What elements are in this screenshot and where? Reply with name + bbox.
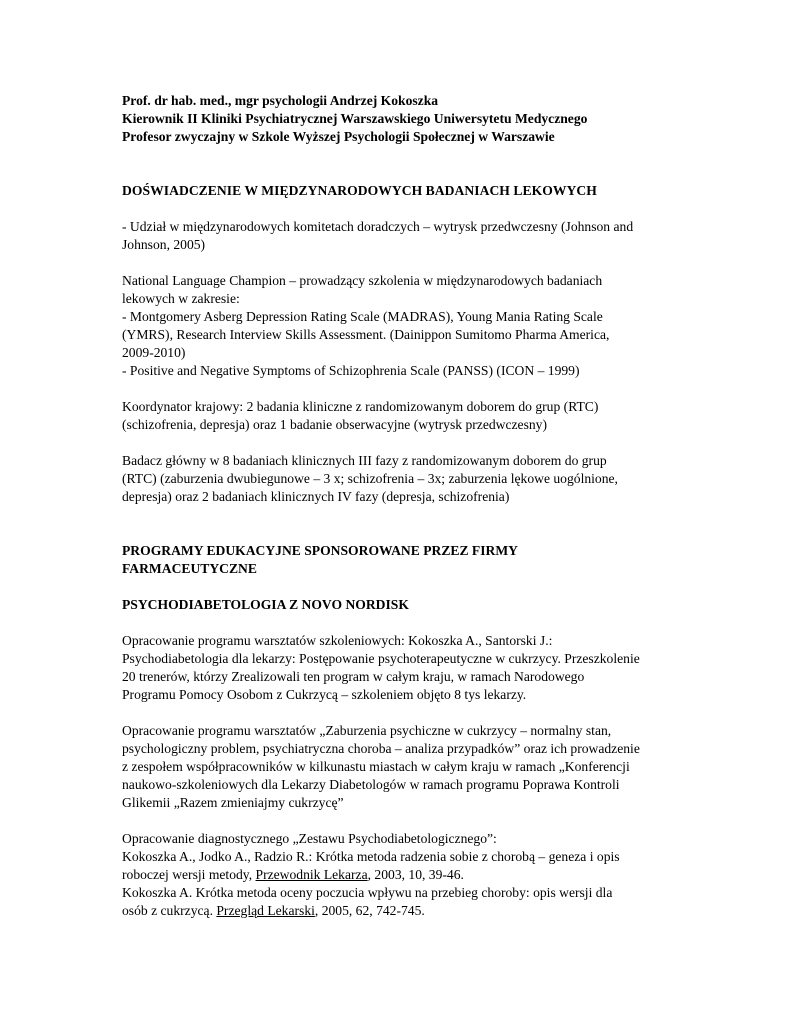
text-line: (schizofrenia, depresja) oraz 1 badanie obserwacyjne (wytrysk przedwczesny) xyxy=(122,417,547,432)
text-line: Opracowanie programu warsztatów szkoleniowych: Kokoszka A., Santorski J.: xyxy=(122,633,553,648)
reference-text: osób z cukrzycą. xyxy=(122,903,217,918)
text-line: lekowych w zakresie: xyxy=(122,291,240,306)
subsection-title-psychodiabetology: PSYCHODIABETOLOGIA Z NOVO NORDISK xyxy=(122,597,409,612)
author-position: Kierownik II Kliniki Psychiatrycznej Warszawskiego Uniwersytetu Medycznego xyxy=(122,111,588,126)
text-line: Kokoszka A. Krótka metoda oceny poczucia wpływu na przebieg choroby: opis wersji dla xyxy=(122,885,613,900)
reference-line xyxy=(122,902,682,920)
section-title-drug-trials: DOŚWIADCZENIE W MIĘDZYNARODOWYCH BADANIACH LEKOWYCH xyxy=(122,183,597,198)
text-line: Johnson, 2005) xyxy=(122,237,206,252)
text-line: z zespołem współpracowników w kilkunastu miastach w całym kraju w ramach „Konferencji xyxy=(122,759,630,774)
section-title-line: PROGRAMY EDUKACYJNE SPONSOROWANE PRZEZ FIRMY xyxy=(122,543,518,558)
text-line: - Udział w międzynarodowych komitetach doradczych – wytrysk przedwczesny (Johnson and xyxy=(122,219,634,234)
paragraph-principal-investigator xyxy=(122,452,682,506)
section-title-educational-programs xyxy=(122,542,682,578)
author-professorship: Profesor zwyczajny w Szkole Wyższej Psychologii Społecznej w Warszawie xyxy=(122,129,555,144)
text-line: Programu Pomocy Osobom z Cukrzycą – szkoleniem objęto 8 tys lekarzy. xyxy=(122,687,527,702)
reference-details: , 2005, 62, 742-745. xyxy=(314,903,425,918)
paragraph-diagnostic-set xyxy=(122,830,682,920)
text-line: 20 trenerów, którzy Zrealizowali ten program w całym kraju, w ramach Narodowego xyxy=(122,669,585,684)
text-line: Opracowanie programu warsztatów „Zaburzenia psychiczne w cukrzycy – normalny stan, xyxy=(122,723,612,738)
text-line: naukowo-szkoleniowych dla Lekarzy Diabetologów w ramach programu Poprawa Kontroli xyxy=(122,777,620,792)
text-line: (RTC) (zaburzenia dwubiegunowe – 3 x; schizofrenia – 3x; zaburzenia lękowe uogólnione, xyxy=(122,471,618,486)
section-title-line: FARMACEUTYCZNE xyxy=(122,561,257,576)
text-line: Glikemii „Razem zmieniajmy cukrzycę” xyxy=(122,795,344,810)
reference-line xyxy=(122,866,682,884)
paragraph-workshop-program xyxy=(122,632,682,704)
text-line: Opracowanie diagnostycznego „Zestawu Psychodiabetologicznego”: xyxy=(122,831,497,846)
text-line: Koordynator krajowy: 2 badania kliniczne z randomizowanym doborem do grup (RTC) xyxy=(122,399,599,414)
author-header xyxy=(122,92,682,146)
text-line: Badacz główny w 8 badaniach klinicznych III fazy z randomizowanym doborem do grup xyxy=(122,453,607,468)
text-line: 2009-2010) xyxy=(122,345,186,360)
text-line: - Positive and Negative Symptoms of Schizophrenia Scale (PANSS) (ICON – 1999) xyxy=(122,363,580,378)
document-page xyxy=(122,92,682,920)
paragraph-national-coordinator xyxy=(122,398,682,434)
text-line: Kokoszka A., Jodko A., Radzio R.: Krótka metoda radzenia sobie z chorobą – geneza i opis xyxy=(122,849,620,864)
paragraph-workshops-diabetes xyxy=(122,722,682,812)
journal-title: Przewodnik Lekarza xyxy=(255,867,368,882)
author-name: Prof. dr hab. med., mgr psychologii Andrzej Kokoszka xyxy=(122,93,439,108)
journal-title: Przegląd Lekarski xyxy=(216,903,315,918)
paragraph-advisory-committees xyxy=(122,218,682,254)
text-line: (YMRS), Research Interview Skills Assessment. (Dainippon Sumitomo Pharma America, xyxy=(122,327,610,342)
reference-details: , 2003, 10, 39-46. xyxy=(367,867,464,882)
text-line: - Montgomery Asberg Depression Rating Scale (MADRAS), Young Mania Rating Scale xyxy=(122,309,603,324)
text-line: National Language Champion – prowadzący szkolenia w międzynarodowych badaniach xyxy=(122,273,603,288)
text-line: Psychodiabetologia dla lekarzy: Postępowanie psychoterapeutyczne w cukrzycy. Przeszkolenie xyxy=(122,651,640,666)
paragraph-language-champion xyxy=(122,272,682,380)
text-line: psychologiczny problem, psychiatryczna choroba – analiza przypadków” oraz ich prowadzenie xyxy=(122,741,640,756)
text-line: depresja) oraz 2 badaniach klinicznych IV fazy (depresja, schizofrenia) xyxy=(122,489,510,504)
reference-text: roboczej wersji metody, xyxy=(122,867,256,882)
